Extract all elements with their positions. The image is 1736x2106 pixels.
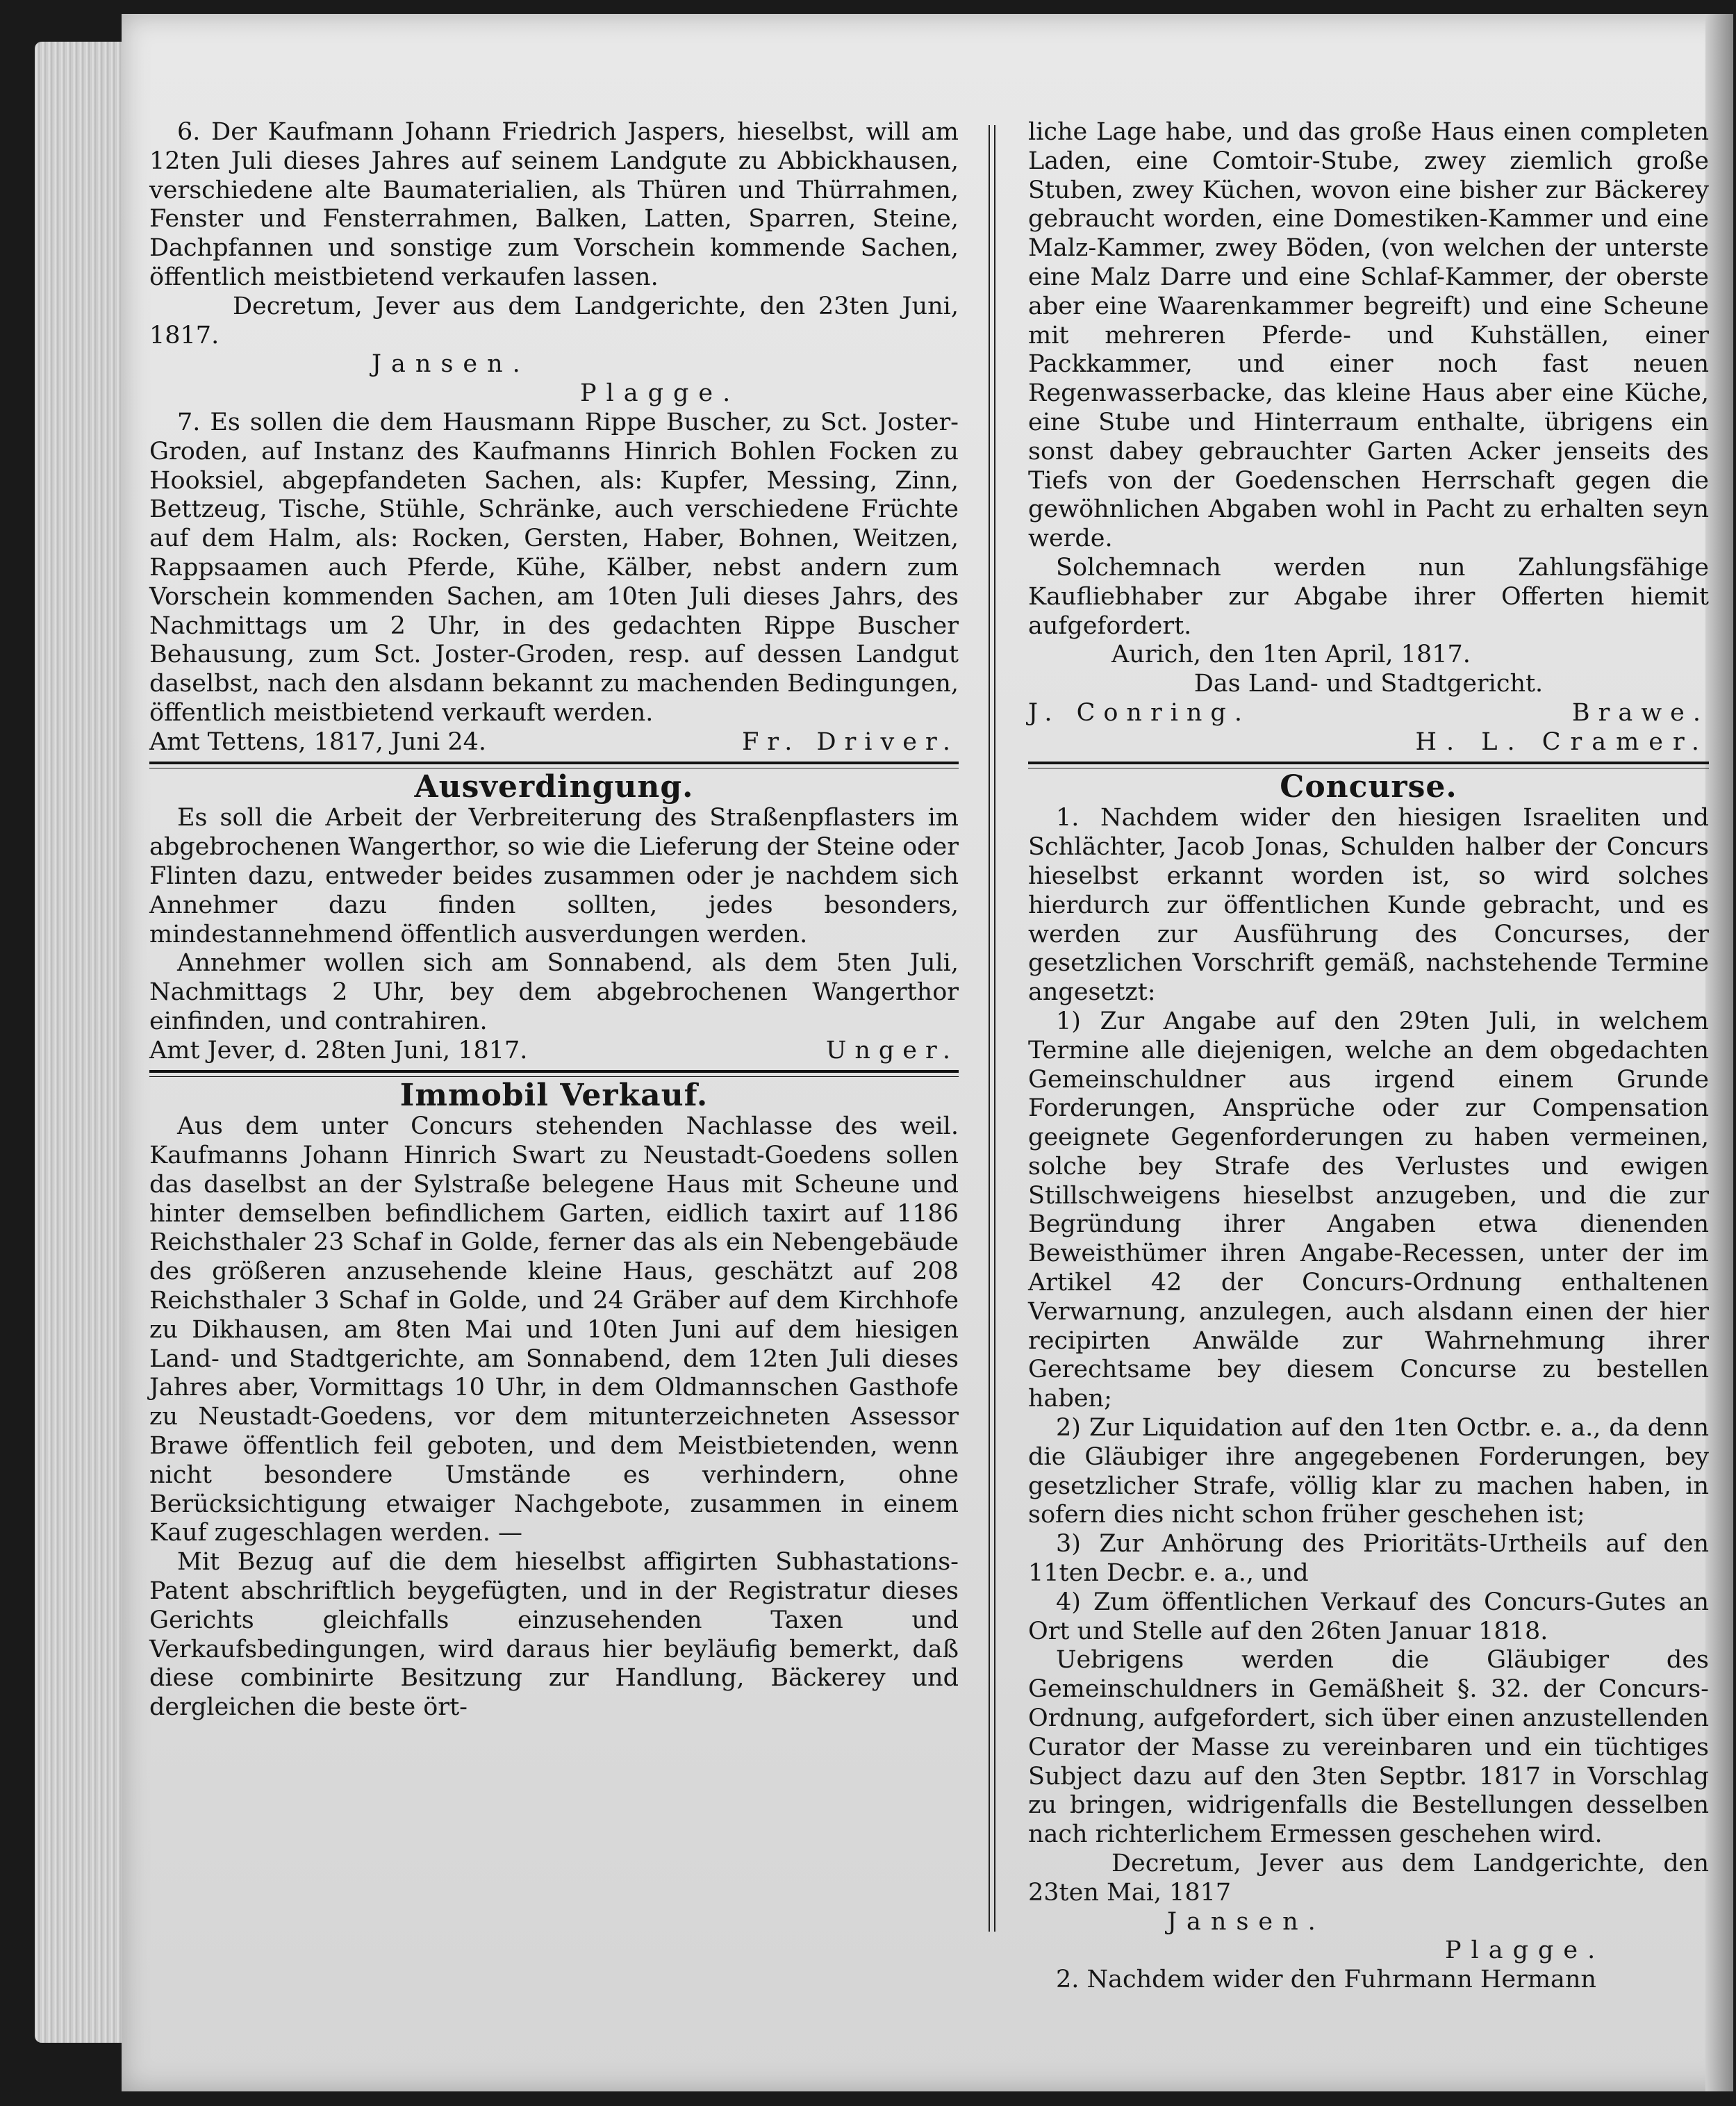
page-fold-shadow xyxy=(1705,14,1733,2091)
immobil-place-date: Aurich, den 1ten April, 1817. xyxy=(1111,641,1471,669)
signature-cramer: H. L. Cramer. xyxy=(1415,727,1709,756)
notice-6-text: 6. Der Kaufmann Johann Friedrich Jaspers, hieselbst, will am 12ten Juli dieses Jahres auf seinem Landgute zu Abbickhausen, verschiedene alte Baumaterialien, als Thüren und Thürrahmen, Fenster und Fensterrahmen, Balken, Latten, Sparren, Steine, Dachpfannen und sonstige zum Vorschein kommende Sachen, öffentlich meistbietend verkaufen lassen. xyxy=(149,118,959,291)
column-divider xyxy=(989,125,995,1932)
signature-conring: J. Conring. xyxy=(1028,698,1250,727)
heading-ausverdingung: Ausverdingung. xyxy=(414,768,694,805)
concurs-1-term-1: 1) Zur Angabe auf den 29ten Juli, in welchem Termine alle diejenigen, welche an dem obgedachten Gemeinschuldner aus irgend einem Grunde Forderungen, Ansprüche oder zur Compensation geeignete Gegenforderungen zu haben vermeinen, solche bey Strafe des Verlustes und ewigen Stillschweigens hieselbst anzugeben, und die zur Begründung ihrer Angaben etwa dienenden Beweisthümer ihren Angabe-Recessen, unter der im Artikel 42 der Concurs-Ordnung enthaltenen Verwarnung, anzulegen, auch alsdann einen der hier recipirten Anwälde zur Wahrnehmung ihrer Gerechtsame bey diesem Concurse zu bestellen haben; xyxy=(1028,1007,1709,1413)
immobil-continuation: liche Lage habe, und das große Haus einen completen Laden, eine Comtoir-Stube, zwey ziemlich große Stuben, zwey Küchen, wovon eine bisher zur Bäckerey gebraucht worden, eine Domestiken-Kammer und eine Malz-Kammer, zwey Böden, (von welchen der unterste eine Malz Darre und eine Schlaf-Kammer, der oberste aber eine Waarenkammer begreift) und eine Scheune mit mehreren Pferde- und Kuhställen, einer Packkammer, und einer noch fast neuen Regenwasserbacke, das kleine Haus aber eine Küche, eine Stube und Hinterraum enthalte, übrigens ein sonst dabey gebrauchter Garten Acker jenseits des Tiefs von der Goedenschen Herrschaft gegen die gewöhnlichen Abgaben wohl in Pacht zu erhalten seyn werde. xyxy=(1028,118,1709,553)
concurs-1-term-2: 2) Zur Liquidation auf den 1ten Octbr. e. a., da denn die Gläubiger ihre angegebenen Forderungen, bey gesetzlicher Strafe, völlig klar zu machen haben, in sofern dies nicht schon früher geschehen ist; xyxy=(1028,1414,1709,1529)
immobil-text-2: Mit Bezug auf die dem hieselbst affigirten Subhastations-Patent abschriftlich beygefügten, und in der Registratur dieses Gerichts gleichfalls einzusehenden Taxen und Verkaufsbedingungen, wird daraus hier beyläufig bemerkt, daß diese combinirte Besitzung zur Handlung, Bäckerey und dergleichen die beste ört- xyxy=(149,1548,959,1722)
ausverdingung-place-date: Amt Jever, d. 28ten Juni, 1817. xyxy=(149,1036,528,1064)
notice-7-signature-driver: Fr. Driver. xyxy=(742,727,959,756)
section-rule xyxy=(149,762,959,768)
ausverdingung-signature-line xyxy=(149,1037,959,1066)
right-column xyxy=(1028,118,1709,1995)
notice-6-signature-jansen: Jansen. xyxy=(372,350,530,379)
concurs-1-term-3: 3) Zur Anhörung des Prioritäts-Urtheils auf den 11ten Decbr. e. a., und xyxy=(1028,1530,1709,1588)
section-rule xyxy=(1028,762,1709,768)
concurs-1-term-4: 4) Zum öffentlichen Verkauf des Concurs-Gutes an Ort und Stelle auf den 26ten Januar 1818. xyxy=(1028,1588,1709,1645)
concurs-2-text: 2. Nachdem wider den Fuhrmann Hermann xyxy=(1056,1966,1596,1994)
immobil-continuation-2: Solchemnach werden nun Zahlungsfähige Kaufliebhaber zur Abgabe ihrer Offerten hiemit aufgefordert. xyxy=(1028,553,1709,640)
notice-7-text: 7. Es sollen die dem Hausmann Rippe Buscher, zu Sct. Joster-Groden, auf Instanz des Kaufmanns Hinrich Bohlen Focken zu Hooksiel, abgepfandeten Sachen, als: Kupfer, Messing, Zinn, Bettzeug, Tische, Stühle, Schränke, auch verschiedene Früchte auf dem Halm, als: Rocken, Gersten, Haber, Bohnen, Weitzen, Rappsaamen auch Pferde, Kühe, Kälber, nebst andern zum Vorschein kommenden Sachen, am 10ten Juli dieses Jahrs, des Nachmittags um 2 Uhr, in des gedachten Rippe Buscher Behausung, zum Sct. Joster-Groden, resp. auf dessen Landgut daselbst, nach den alsdann bekannt zu machenden Bedingungen, öffentlich meistbietend verkauft werden. xyxy=(149,408,959,727)
ausverdingung-signature-unger: Unger. xyxy=(825,1036,959,1064)
notice-7-signature-line xyxy=(149,728,959,757)
section-rule xyxy=(149,1070,959,1077)
concurs-1-signature-plagge: Plagge. xyxy=(1445,1936,1605,1965)
left-column xyxy=(149,118,959,1722)
concurs-1-decretum: Decretum, Jever aus dem Landgerichte, den 23ten Mai, 1817 xyxy=(1028,1850,1709,1907)
ausverdingung-text-2: Annehmer wollen sich am Sonnabend, als dem 5ten Juli, Nachmittags 2 Uhr, bey dem abgebrochenen Wangerthor einfinden, und contrahiren. xyxy=(149,949,959,1035)
immobil-text: Aus dem unter Concurs stehenden Nachlasse des weil. Kaufmanns Johann Hinrich Swart zu Neustadt-Goedens sollen das daselbst an der Sylstraße belegene Haus mit Scheune und hinter demselben befindlichem Garten, eidlich taxirt auf 1186 Reichsthaler 23 Schaf in Golde, ferner das als ein Nebengebäude des größeren anzusehende kleine Haus, geschätzt auf 208 Reichsthaler 3 Schaf in Golde, und 24 Gräber auf dem Kirchhofe zu Dikhausen, am 8ten Mai und 10ten Juni auf dem hiesigen Land- und Stadtgerichte, am Sonnabend, dem 12ten Juli dieses Jahres aber, Vormittags 10 Uhr, in dem Oldmannschen Gasthofe zu Neustadt-Goedens, vor dem mitunterzeichneten Assessor Brawe öffentlich feil geboten, und dem Meistbietenden, wenn nicht besondere Umstände es verhindern, ohne Berücksichtigung etwaiger Nachgebote, zusammen in einem Kauf zugeschlagen werden. — xyxy=(149,1112,959,1547)
book-page-edges xyxy=(35,42,125,2043)
notice-7-place-date: Amt Tettens, 1817, Juni 24. xyxy=(149,727,487,756)
concurs-1-text: 1. Nachdem wider den hiesigen Israeliten und Schlächter, Jacob Jonas, Schulden halber der Concurs hieselbst erkannt worden ist, so wird solches hierdurch zur öffentlichen Kunde gebracht, und es werden zur Ausführung des Concurses, der gesetzlichen Vorschrift gemäß, nachstehende Termine angesetzt: xyxy=(1028,804,1709,1007)
concurs-1-text-2: Uebrigens werden die Gläubiger des Gemeinschuldners in Gemäßheit §. 32. der Concurs-Ordnung, aufgefordert, sich über einen anzustellenden Curator der Masse zu vereinbaren und ein tüchtiges Subject dazu auf den 3ten Septbr. 1817 in Vorschlag zu bringen, widrigenfalls die Bestellungen desselben nach richterlichem Ermessen geschehen wird. xyxy=(1028,1646,1709,1849)
notice-6-signature-plagge: Plagge. xyxy=(580,379,741,408)
signature-brawe: Brawe. xyxy=(1571,698,1709,727)
notice-6-decretum: Decretum, Jever aus dem Landgerichte, den 23ten Juni, 1817. xyxy=(149,292,959,349)
heading-immobil-verkauf: Immobil Verkauf. xyxy=(399,1077,709,1113)
immobil-signature-line xyxy=(1028,699,1709,728)
ausverdingung-text: Es soll die Arbeit der Verbreiterung des Straßenpflasters im abgebrochenen Wangerthor, so wie die Lieferung der Steine oder Flinten dazu, entweder beides zusammen oder je nachdem sich Annehmer dazu finden sollten, jedes besonders, mindestannehmend öffentlich ausverdungen werden. xyxy=(149,804,959,948)
heading-concurse: Concurse. xyxy=(1280,768,1457,805)
immobil-court: Das Land- und Stadtgericht. xyxy=(1193,670,1544,698)
concurs-1-signature-jansen: Jansen. xyxy=(1167,1907,1325,1936)
